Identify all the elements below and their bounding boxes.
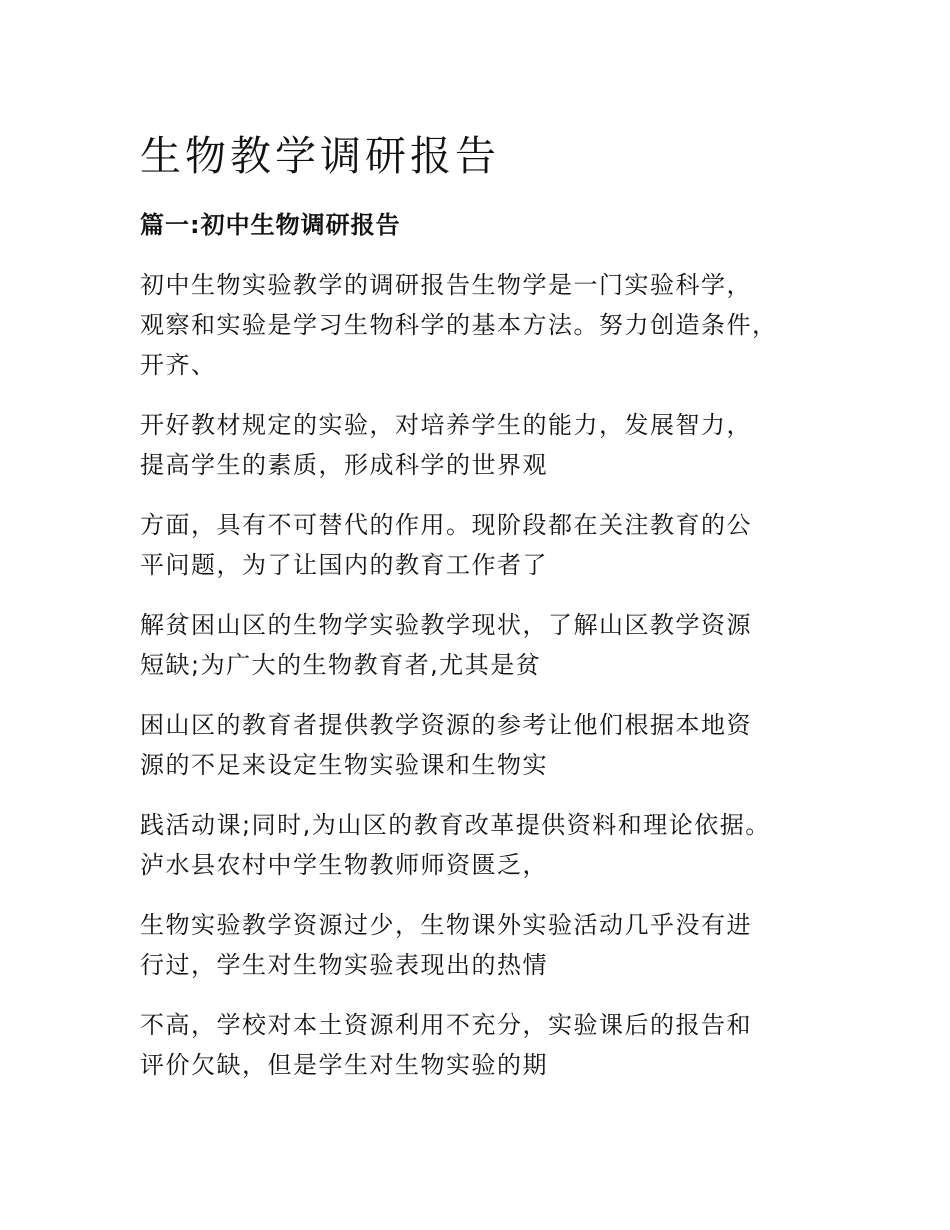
paragraph-line: 践活动课;同时,为山区的教育改革提供资料和理论依据。 (140, 811, 771, 839)
paragraph-line: 解贫困山区的生物学实验教学现状，了解山区教学资源 (140, 611, 752, 639)
section-subtitle: 篇一:初中生物调研报告 (140, 211, 401, 239)
paragraph-4 (140, 605, 820, 685)
paragraph-2 (140, 405, 820, 485)
paragraph-8 (140, 1005, 820, 1085)
paragraph-line: 泸水县农村中学生物教师师资匮乏， (140, 851, 548, 879)
paragraph-7 (140, 905, 820, 985)
paragraph-line: 短缺;为广大的生物教育者,尤其是贫 (140, 651, 542, 679)
paragraph-line: 提高学生的素质，形成科学的世界观 (140, 451, 548, 479)
paragraph-line: 观察和实验是学习生物科学的基本方法。努力创造条件， (140, 311, 778, 339)
paragraph-line: 平问题，为了让国内的教育工作者了 (140, 551, 548, 579)
paragraph-line: 方面，具有不可替代的作用。现阶段都在关注教育的公 (140, 511, 752, 539)
paragraph-line: 行过，学生对生物实验表现出的热情 (140, 951, 548, 979)
page-title: 生物教学调研报告 (140, 132, 500, 180)
paragraph-line: 困山区的教育者提供教学资源的参考让他们根据本地资 (140, 711, 752, 739)
paragraph-line: 生物实验教学资源过少，生物课外实验活动几乎没有进 (140, 911, 752, 939)
paragraph-line: 不高，学校对本土资源利用不充分，实验课后的报告和 (140, 1011, 752, 1039)
paragraph-line: 初中生物实验教学的调研报告生物学是一门实验科学， (140, 271, 752, 299)
paragraph-line: 开好教材规定的实验，对培养学生的能力，发展智力， (140, 411, 752, 439)
paragraph-6 (140, 805, 820, 885)
paragraph-5 (140, 705, 820, 785)
paragraph-1 (140, 265, 820, 385)
paragraph-line: 评价欠缺，但是学生对生物实验的期 (140, 1051, 548, 1079)
paragraph-line: 源的不足来设定生物实验课和生物实 (140, 751, 548, 779)
paragraph-3 (140, 505, 820, 585)
paragraph-line: 开齐、 (140, 351, 217, 379)
